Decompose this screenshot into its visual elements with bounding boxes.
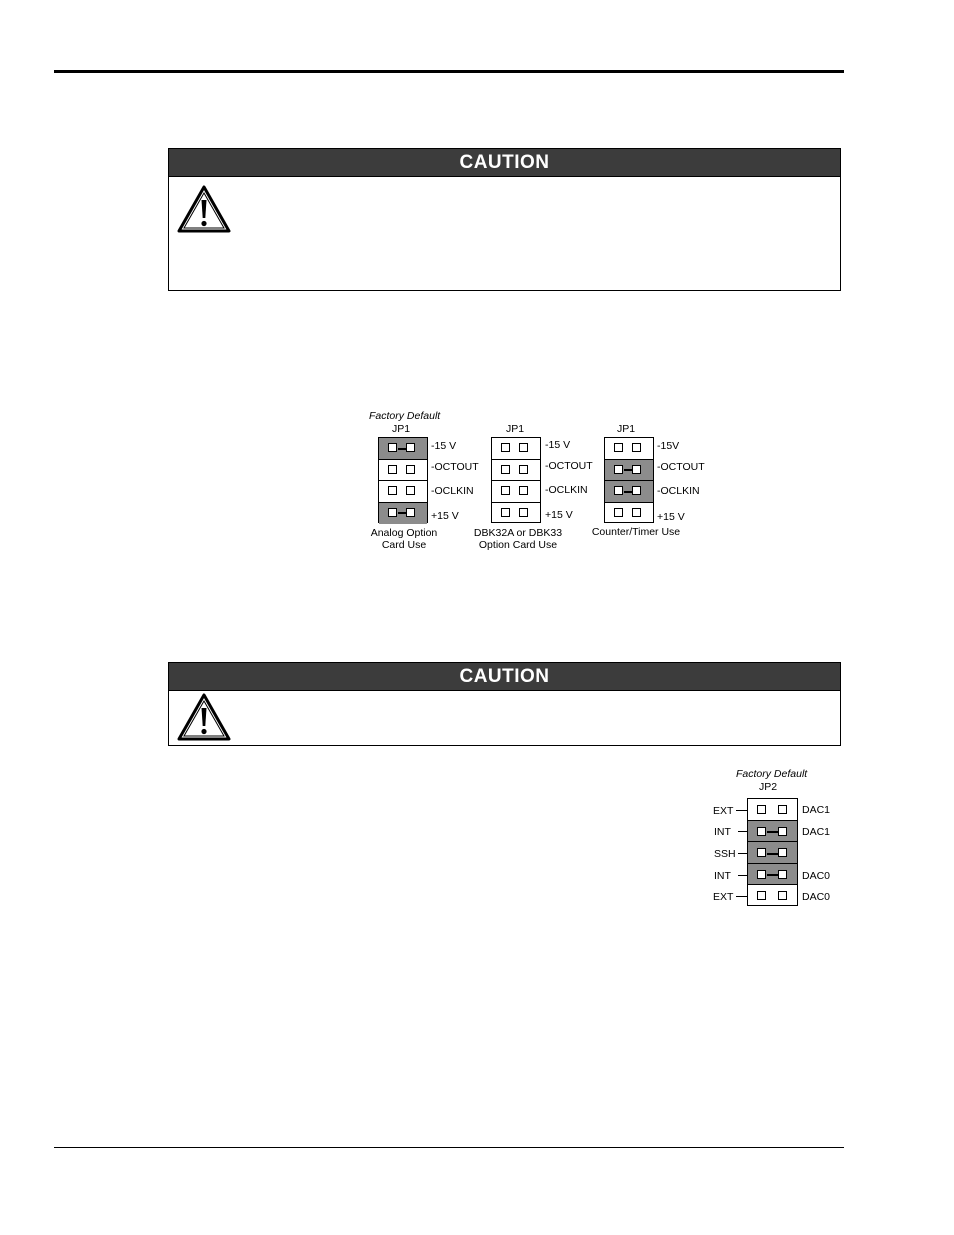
jp1-header-counter — [604, 437, 654, 523]
pin-label: -15 V — [431, 440, 457, 452]
jumper-row — [748, 821, 797, 843]
pin-label: -OCTOUT — [545, 460, 593, 472]
pin — [519, 443, 528, 452]
jumper-link — [767, 831, 778, 833]
jp1-header-label: JP1 — [617, 423, 636, 435]
jumper-link — [398, 448, 406, 450]
pin — [501, 465, 510, 474]
pin-label: +15 V — [657, 511, 685, 523]
jumper-row — [492, 481, 540, 503]
pin — [406, 465, 415, 474]
pin — [757, 827, 766, 836]
pin — [614, 486, 623, 495]
pin-label: -15 V — [545, 439, 571, 451]
pin — [388, 443, 397, 452]
pin — [632, 465, 641, 474]
pin-label: -OCLKIN — [545, 484, 588, 496]
pin-label-left: EXT — [713, 805, 734, 817]
jumper-link — [767, 874, 778, 876]
jumper-row — [379, 460, 427, 482]
jumper-row — [492, 460, 540, 482]
pin — [632, 508, 641, 517]
pin — [632, 443, 641, 452]
caution-box-2 — [168, 662, 841, 746]
config-caption: DBK32A or DBK33 — [473, 527, 563, 539]
pin — [519, 486, 528, 495]
pin — [778, 848, 787, 857]
caution-title: CAUTION — [169, 663, 840, 691]
jumper-link — [624, 491, 632, 493]
pin-label-left: INT — [714, 826, 731, 838]
caution-box-1 — [168, 148, 841, 291]
pin-label-left: INT — [714, 870, 731, 882]
caution-title: CAUTION — [169, 149, 840, 177]
pin-label-right: DAC0 — [802, 870, 831, 882]
pin — [406, 508, 415, 517]
jumper-row — [605, 460, 653, 482]
pin — [519, 508, 528, 517]
label-tick — [736, 896, 747, 897]
label-tick — [736, 810, 747, 811]
pin-label-left: EXT — [713, 891, 734, 903]
jumper-row — [748, 885, 797, 907]
jp2-jumper-diagram — [708, 766, 840, 906]
pin — [757, 848, 766, 857]
pin — [501, 443, 510, 452]
jumper-row — [605, 438, 653, 460]
config-caption: Analog Option — [370, 527, 438, 539]
pin-label-right: DAC1 — [802, 804, 831, 816]
jumper-link — [624, 469, 632, 471]
pin — [757, 891, 766, 900]
pin — [778, 827, 787, 836]
pin — [388, 465, 397, 474]
jumper-row — [605, 503, 653, 525]
jumper-row — [748, 864, 797, 886]
pin — [614, 465, 623, 474]
pin — [406, 486, 415, 495]
pin-label: +15 V — [431, 510, 459, 522]
pin — [778, 805, 787, 814]
jp2-header — [747, 798, 798, 906]
pin — [388, 508, 397, 517]
jumper-row — [379, 438, 427, 460]
pin — [501, 486, 510, 495]
factory-default-label: Factory Default — [369, 410, 441, 422]
jp1-header-dbk — [491, 437, 541, 523]
pin-label-right: DAC0 — [802, 891, 831, 903]
jumper-row — [492, 503, 540, 525]
jumper-row — [492, 438, 540, 460]
jp1-jumper-diagram — [364, 406, 706, 556]
pin — [757, 870, 766, 879]
jp1-header-label: JP1 — [392, 423, 411, 435]
jumper-link — [398, 512, 406, 514]
config-caption: Option Card Use — [478, 539, 558, 551]
pin-label: -OCLKIN — [657, 485, 700, 497]
pin — [778, 891, 787, 900]
jumper-row — [748, 799, 797, 821]
pin-label: -OCTOUT — [657, 461, 705, 473]
jumper-link — [767, 853, 778, 855]
pin — [757, 805, 766, 814]
pin-label: -15V — [657, 440, 680, 452]
label-tick — [738, 831, 747, 832]
pin — [501, 508, 510, 517]
pin — [519, 465, 528, 474]
pin-label-right: DAC1 — [802, 826, 831, 838]
jumper-row — [379, 503, 427, 525]
label-tick — [738, 875, 747, 876]
jp2-header-label: JP2 — [759, 781, 778, 793]
pin-label-left: SSH — [714, 848, 736, 860]
config-caption: Counter/Timer Use — [591, 526, 681, 538]
pin — [632, 486, 641, 495]
pin — [406, 443, 415, 452]
pin-label: -OCTOUT — [431, 461, 479, 473]
jumper-row — [605, 481, 653, 503]
jp1-header-analog — [378, 437, 428, 523]
jp1-header-label: JP1 — [506, 423, 525, 435]
pin — [614, 508, 623, 517]
pin — [388, 486, 397, 495]
pin — [778, 870, 787, 879]
config-caption: Card Use — [381, 539, 427, 551]
pin-label: +15 V — [545, 509, 573, 521]
footer-rule — [54, 1147, 844, 1148]
pin — [614, 443, 623, 452]
factory-default-label: Factory Default — [736, 768, 808, 780]
label-tick — [738, 853, 747, 854]
jumper-row — [748, 842, 797, 864]
warning-icon — [176, 692, 232, 747]
warning-icon — [176, 184, 232, 239]
jumper-row — [379, 481, 427, 503]
pin-label: -OCLKIN — [431, 485, 474, 497]
header-rule — [54, 70, 844, 73]
